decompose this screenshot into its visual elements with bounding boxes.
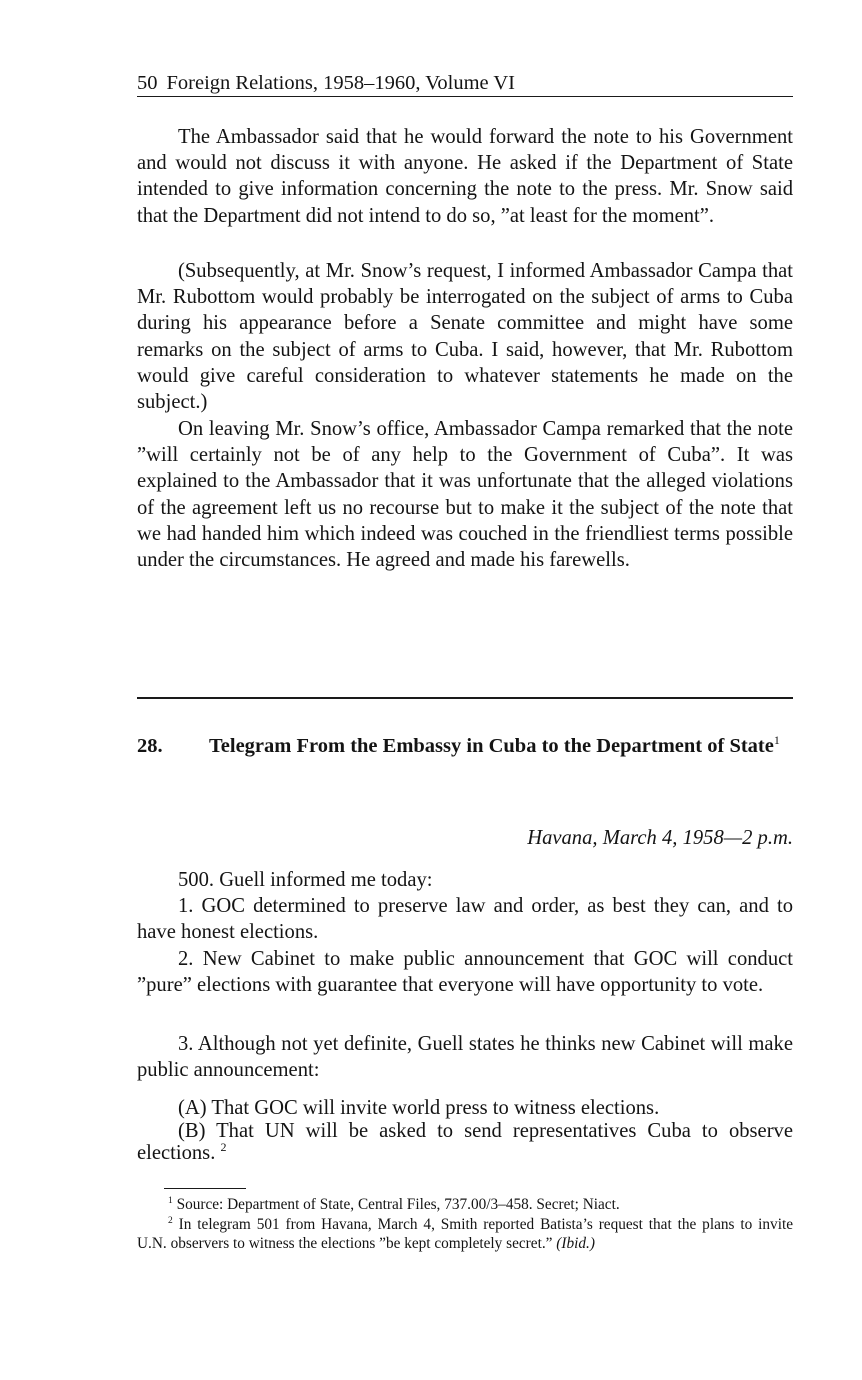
dateline: Havana, March 4, 1958—2 p.m. xyxy=(527,827,793,849)
running-header xyxy=(137,70,793,97)
footnote-marker: 2 xyxy=(168,1215,173,1226)
telegram-paragraphs-b xyxy=(137,1031,793,1083)
paragraph: The Ambassador said that he would forward the note to his Government and would not discuss it with anyone. He asked if the Department of State intended to give information concerning the note to the press. Mr. Snow said that the Department did not intend to do so, ”at least for the moment”. xyxy=(137,126,793,227)
sub-item-text: (B) That UN will be asked to send representatives Cuba to observe elections. xyxy=(137,1119,793,1164)
document-title-text: Telegram From the Embassy in Cuba to the Department of State xyxy=(209,735,774,757)
page-number: 50 xyxy=(137,72,158,94)
paragraph: 1. GOC determined to preserve law and order, as best they can, and to have honest elections. xyxy=(137,895,793,944)
footnote-text: In telegram 501 from Havana, March 4, Smith reported Batista’s request that the plans to invite U.N. observers to witness the elections ”be kept completely secret.” xyxy=(137,1215,793,1252)
paragraph: On leaving Mr. Snow’s office, Ambassador Campa remarked that the note ”will certainly not be of any help to the Government of Cuba”. It was explained to the Ambassador that it was unfortunate that the alleged violations of the agreement left us no recourse but to make it the subject of the note that we had handed him which indeed was couched in the friendliest terms possible under the circumstances. He agreed and made his farewells. xyxy=(137,418,793,572)
footnote-text: Source: Department of State, Central Files, 737.00/3–458. Secret; Niact. xyxy=(176,1196,620,1213)
footnote-citation: (Ibid.) xyxy=(556,1235,595,1252)
footnote-divider xyxy=(164,1188,246,1189)
footnote-2 xyxy=(137,1215,793,1254)
carryover-paragraph-2 xyxy=(137,258,793,415)
sub-item: (A) That GOC will invite world press to witness elections. xyxy=(178,1097,660,1119)
footnotes xyxy=(137,1195,793,1254)
footnote-marker: 1 xyxy=(168,1195,173,1206)
carryover-paragraph-3 xyxy=(137,416,793,573)
footnote-1 xyxy=(137,1195,793,1215)
footnote-ref-1: 1 xyxy=(773,733,780,748)
volume-title: Foreign Relations, 1958–1960, Volume VI xyxy=(166,72,515,94)
document-title xyxy=(209,733,793,759)
footnote-ref-2: 2 xyxy=(220,1140,227,1155)
carryover-paragraph-1 xyxy=(137,124,793,229)
section-divider xyxy=(137,697,793,699)
sub-item xyxy=(137,1120,793,1165)
paragraph: 2. New Cabinet to make public announcement that GOC will conduct ”pure” elections with guarantee that everyone will have opportunity to vote. xyxy=(137,947,793,996)
sub-items xyxy=(137,1097,793,1165)
telegram-paragraphs-a xyxy=(137,867,793,998)
paragraph: 3. Although not yet definite, Guell states he thinks new Cabinet will make public announcement: xyxy=(137,1033,793,1082)
document-number: 28. xyxy=(137,735,163,757)
paragraph: 500. Guell informed me today: xyxy=(178,869,433,891)
paragraph: (Subsequently, at Mr. Snow’s request, I informed Ambassador Campa that Mr. Rubottom would probably be interrogated on the subject of arms to Cuba during his appearance before a Senate committee and might have some remarks on the subject of arms to Cuba. I said, however, that Mr. Rubottom would give careful consideration to whatever statements he made on the subject.) xyxy=(137,260,793,414)
